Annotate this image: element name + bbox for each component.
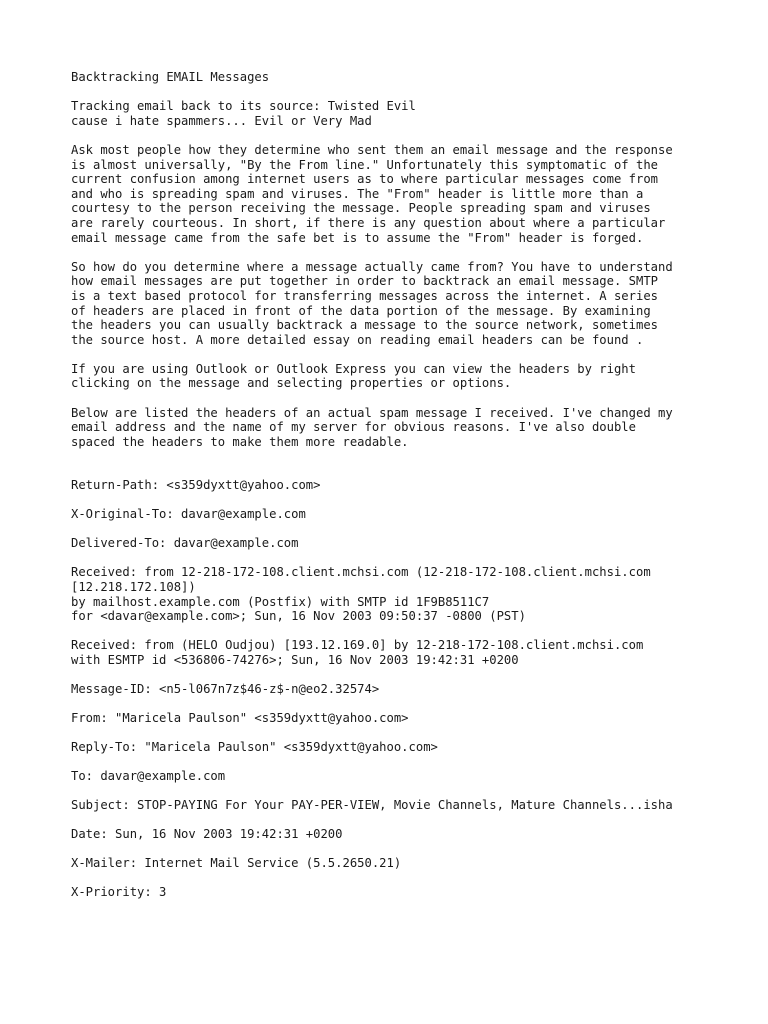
header-x-original-to: [71, 507, 731, 522]
header-received-1: [71, 565, 731, 623]
paragraph-line: is almost universally, "By the From line." Unfortunately this symptomatic of the: [71, 157, 658, 172]
document-title: Backtracking EMAIL Messages: [71, 70, 270, 84]
header-message-id: [71, 682, 731, 697]
paragraph-line: and who is spreading spam and viruses. The "From" header is little more than a: [71, 186, 644, 201]
paragraph-line: current confusion among internet users as to where particular messages come from: [71, 172, 658, 187]
header-line: for <davar@example.com>; Sun, 16 Nov 2003 09:50:37 -0800 (PST): [71, 609, 526, 624]
header-delivered-to: [71, 536, 731, 551]
header-line: by mailhost.example.com (Postfix) with SMTP id 1F9B8511C7: [71, 594, 490, 609]
paragraph-line: spaced the headers to make them more readable.: [71, 434, 409, 449]
paragraph-from-line: [71, 143, 731, 245]
paragraph-line: Below are listed the headers of an actual spam message I received. I've changed my: [71, 405, 673, 420]
header-to: [71, 769, 731, 784]
paragraph-line: email address and the name of my server for obvious reasons. I've also double: [71, 420, 636, 435]
paragraph-line: how email messages are put together in order to backtrack an email message. SMTP: [71, 274, 658, 289]
paragraph-line: email message came from the safe bet is to assume the "From" header is forged.: [71, 230, 644, 245]
paragraph-headers-intro: [71, 406, 731, 450]
paragraph-smtp: [71, 260, 731, 348]
paragraph-outlook: [71, 362, 731, 391]
paragraph-line: clicking on the message and selecting properties or options.: [71, 376, 512, 391]
intro-line: Tracking email back to its source: Twisted Evil: [71, 99, 416, 114]
paragraph-line: of headers are placed in front of the data portion of the message. By examining: [71, 303, 651, 318]
header-x-priority: [71, 885, 731, 900]
email-headers-listing: [71, 478, 731, 899]
header-line: X-Mailer: Internet Mail Service (5.5.2650.21): [71, 855, 402, 870]
paragraph-line: the source host. A more detailed essay on reading email headers can be found .: [71, 332, 644, 347]
header-line: Date: Sun, 16 Nov 2003 19:42:31 +0200: [71, 826, 343, 841]
paragraph-line: Ask most people how they determine who sent them an email message and the response: [71, 142, 673, 157]
header-line: Received: from (HELO Oudjou) [193.12.169.0] by 12-218-172-108.client.mchsi.com: [71, 638, 644, 653]
header-line: Reply-To: "Maricela Paulson" <s359dyxtt@yahoo.com>: [71, 739, 438, 754]
header-line: [12.218.172.108]): [71, 579, 196, 594]
header-line: with ESMTP id <536806-74276>; Sun, 16 Nov 2003 19:42:31 +0200: [71, 652, 519, 667]
paragraph-line: is a text based protocol for transferring messages across the internet. A series: [71, 288, 658, 303]
header-line: Return-Path: <s359dyxtt@yahoo.com>: [71, 478, 321, 493]
header-x-mailer: [71, 856, 731, 871]
intro-line: cause i hate spammers... Evil or Very Mad: [71, 113, 372, 128]
header-line: From: "Maricela Paulson" <s359dyxtt@yahoo.com>: [71, 710, 409, 725]
paragraph-line: If you are using Outlook or Outlook Express you can view the headers by right: [71, 361, 636, 376]
header-line: X-Original-To: davar@example.com: [71, 507, 306, 522]
header-return-path: [71, 478, 731, 493]
paragraph-line: courtesy to the person receiving the message. People spreading spam and viruses: [71, 201, 651, 216]
paragraph-line: the headers you can usually backtrack a message to the source network, sometimes: [71, 318, 658, 333]
header-line: To: davar@example.com: [71, 768, 226, 783]
header-line: X-Priority: 3: [71, 884, 167, 899]
header-line: Delivered-To: davar@example.com: [71, 536, 299, 551]
header-received-2: [71, 638, 731, 667]
header-line: Message-ID: <n5-l067n7z$46-z$-n@eo2.32574>: [71, 681, 380, 696]
header-line: Subject: STOP-PAYING For Your PAY-PER-VIEW, Movie Channels, Mature Channels...isha: [71, 797, 673, 812]
header-reply-to: [71, 740, 731, 755]
header-line: Received: from 12-218-172-108.client.mchsi.com (12-218-172-108.client.mchsi.com: [71, 565, 651, 580]
document-page: [71, 70, 731, 914]
paragraph-line: So how do you determine where a message actually came from? You have to understand: [71, 259, 673, 274]
header-from: [71, 711, 731, 726]
intro-block: [71, 99, 731, 128]
paragraph-line: are rarely courteous. In short, if there is any question about where a particular: [71, 215, 666, 230]
header-subject: [71, 798, 731, 813]
header-date: [71, 827, 731, 842]
